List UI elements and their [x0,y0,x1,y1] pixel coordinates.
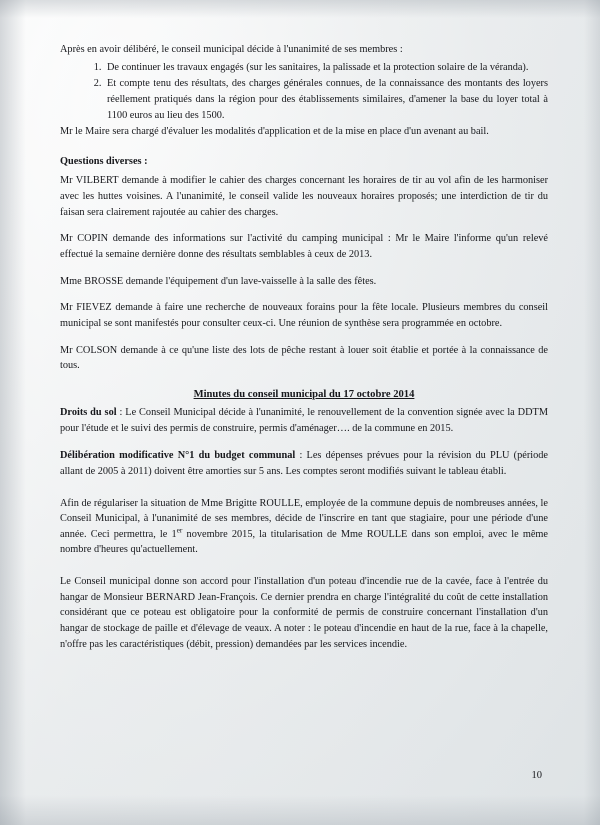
list-item: 1. De continuer les travaux engagés (sur les sanitaires, la palissade et la protection solaire de la véranda). [104,60,548,76]
deliberation-lead: Après en avoir délibéré, le conseil municipal décide à l'unanimité de ses membres : [60,44,403,55]
page-edge-shadow-left [0,0,26,825]
minutes-paragraph-roulle [60,496,548,559]
page-edge-shadow-right [584,0,600,825]
run-in-text-droits-du-sol: : Le Conseil Municipal décide à l'unanimité, le renouvellement de la convention signée avec la DDTM pour l'étude et le suivi des permis de construire, permis d'aménager…. de la commune en 2015. [60,406,548,434]
run-in-heading-deliberation-modificative: Délibération modificative N°1 du budget communal [60,450,296,462]
deliberation-closing: Mr le Maire sera chargé d'évaluer les modalités d'application et de la mise en place d'un avenant au bail. [60,126,489,138]
document-body [60,42,548,652]
page-number: 10 [531,770,542,781]
questions-paragraph-vilbert: Mr VILBERT demande à modifier le cahier des charges concernant les horaires de tir au vol afin de les harmoniser avec les huttes voisines. A l'unanimité, le conseil valide les nouveaux horaires proposés; une interdiction de tir du faisan sera clairement rajoutée au cahier des charges. [60,175,548,218]
questions-paragraph-copin: Mr COPIN demande des informations sur l'activité du camping municipal : Mr le Maire l'informe qu'un relevé effectué la semaine dernière donne des résultats semblables à ceux de 2013. [60,233,548,261]
run-in-text-deliberation-modificative: : Les dépenses prévues pour la révision du PLU (période allant de 2005 à 2011) doivent être amorties sur 5 ans. Les comptes seront modifiés suivant le tableau établi. [60,450,548,477]
roulle-ordinal-suffix: er [176,525,183,535]
roulle-text-part1: Afin de régulariser la situation de Mme Brigitte ROULLE, employée de la commune depuis de nombreuses années, le Conseil Municipal, à l'unanimité de ses membres, décide de l'inscrire en tant que stagiaire, pour une période d'une année. Ceci permettra, le 1 [60,497,548,540]
minutes-section-droits-du-sol [60,405,548,436]
questions-paragraph-colson: Mr COLSON demande à ce qu'une liste des lots de pêche restant à louer soit établie et portée à la connaissance de tous. [60,344,548,372]
section-heading-questions-diverses: Questions diverses : [60,155,148,167]
minutes-paragraph-poteau-incendie: Le Conseil municipal donne son accord pour l'installation d'un poteau d'incendie rue de la cavée, face à l'entrée du hangar de Monsieur BERNARD Jean-François. Ce dernier prendra en charge l'intégralité du coût de cette installation considérant que ce poteau est obligatoire pour la conformité de permis de construire concernant l'installation d'un hangar de stockage de paille et d'élevage de veaux. A noter : le poteau d'incendie en haut de la rue, face à la chapelle, n'offre pas les caractéristiques (débit, pression) demandées par les services incendie. [60,576,548,650]
list-item: 2. Et compte tenu des résultats, des charges générales connues, de la connaissance des montants des loyers réellement pratiqués dans la région pour des établissements similaires, d'amener la base du loyer total à 1100 euros au lieu des 1500. [104,76,548,123]
run-in-heading-droits-du-sol: Droits du sol [60,406,117,418]
page-edge-shadow-top [0,0,600,18]
questions-paragraph-fievez: Mr FIEVEZ demande à faire une recherche de nouveaux forains pour la fête locale. Plusieurs membres du conseil municipal se sont manifestés pour consulter ceux-ci. Une réunion de synthèse sera programmée en octobre. [60,302,548,329]
minutes-section-deliberation-modificative [60,448,548,479]
deliberation-decisions-list [60,60,548,124]
questions-paragraph-brosse: Mme BROSSE demande l'équipement d'un lave-vaisselle à la salle des fêtes. [60,275,377,287]
page-edge-shadow-bottom [0,795,600,825]
roulle-text-part2: novembre 2015, la titularisation de Mme ROULLE dans son emploi, avec le même nombre d'heures qu'actuellement. [60,528,548,556]
minutes-title: Minutes du conseil municipal du 17 octobre 2014 [193,388,415,400]
